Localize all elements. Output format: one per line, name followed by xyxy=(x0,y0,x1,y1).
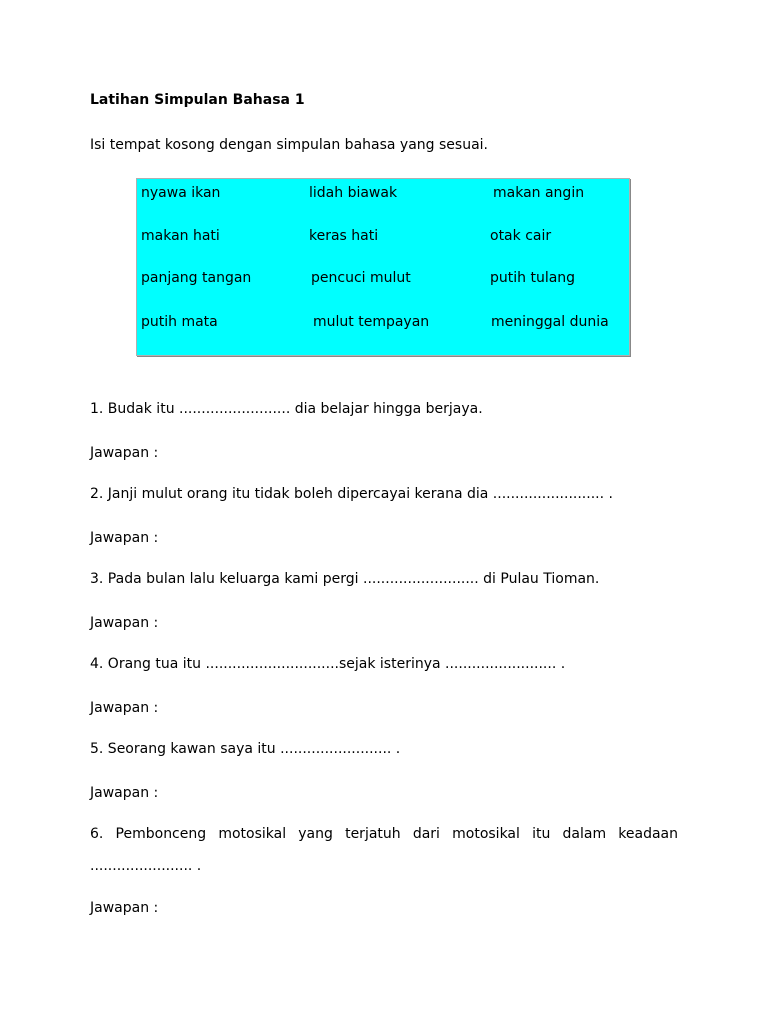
answer-label: Jawapan : xyxy=(90,700,159,716)
word-bank-item: otak cair xyxy=(490,228,552,244)
word-bank-item: nyawa ikan xyxy=(141,185,221,201)
question-2: 2. Janji mulut orang itu tidak boleh dipercayai kerana dia ......................... . xyxy=(90,486,613,502)
word-bank-item: meninggal dunia xyxy=(491,314,609,330)
instruction-text: Isi tempat kosong dengan simpulan bahasa yang sesuai. xyxy=(90,137,488,153)
answer-label: Jawapan : xyxy=(90,900,159,916)
answer-label: Jawapan : xyxy=(90,615,159,631)
word-bank-item: lidah biawak xyxy=(309,185,398,201)
word-bank-box xyxy=(136,178,630,356)
question-3: 3. Pada bulan lalu keluarga kami pergi .......................... di Pulau Tioman. xyxy=(90,571,600,587)
question-6-line-1: 6. Pembonceng motosikal yang terjatuh dari motosikal itu dalam keadaan xyxy=(90,826,678,842)
word-bank-item: putih mata xyxy=(141,314,218,330)
question-5: 5. Seorang kawan saya itu ......................... . xyxy=(90,741,401,757)
word-bank-item: makan angin xyxy=(493,185,585,201)
answer-label: Jawapan : xyxy=(90,785,159,801)
word-bank-item: panjang tangan xyxy=(141,270,252,286)
word-bank-item: putih tulang xyxy=(490,270,576,286)
question-6-line-2: ....................... . xyxy=(90,858,202,874)
word-bank-item: makan hati xyxy=(141,228,220,244)
question-1: 1. Budak itu ......................... dia belajar hingga berjaya. xyxy=(90,401,483,417)
word-bank-item: keras hati xyxy=(309,228,379,244)
word-bank-item: pencuci mulut xyxy=(311,270,411,286)
answer-label: Jawapan : xyxy=(90,445,159,461)
page-title: Latihan Simpulan Bahasa 1 xyxy=(90,92,305,108)
answer-label: Jawapan : xyxy=(90,530,159,546)
word-bank-item: mulut tempayan xyxy=(313,314,430,330)
question-4: 4. Orang tua itu ..............................sejak isterinya ......................... . xyxy=(90,656,566,672)
